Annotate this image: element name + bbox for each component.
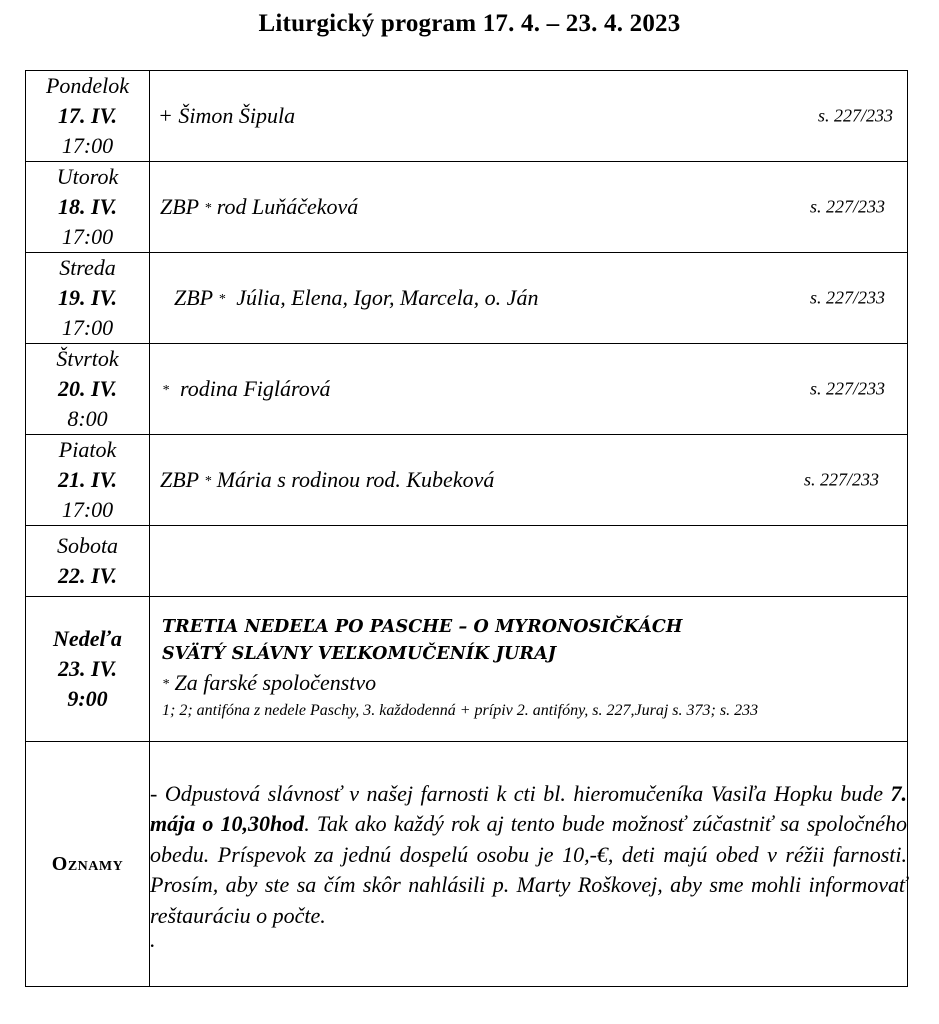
day-date: 17. IV. bbox=[58, 103, 117, 128]
day-time: 17:00 bbox=[61, 315, 114, 340]
day-name: Nedeľa bbox=[53, 626, 122, 651]
entry-cell bbox=[150, 435, 908, 526]
intention-prefix: ZBP bbox=[160, 194, 199, 219]
intention-prefix: ZBP bbox=[174, 285, 213, 310]
day-name: Štvrtok bbox=[56, 346, 119, 371]
page-ref: s. 227/233 bbox=[803, 469, 879, 490]
day-cell bbox=[26, 253, 150, 344]
day-date: 23. IV. bbox=[58, 656, 117, 681]
day-time: 17:00 bbox=[61, 497, 114, 522]
feast-title: TRETIA NEDEĽA PO PASCHE – O MYRONOSIČKÁCH bbox=[162, 617, 683, 637]
announcements-row bbox=[26, 742, 908, 987]
star-mark: * bbox=[218, 292, 226, 307]
intention-text: Júlia, Elena, Igor, Marcela, o. Ján bbox=[236, 285, 539, 310]
intention-prefix: ZBP bbox=[160, 467, 199, 492]
feast-subtitle: SVÄTÝ SLÁVNY VEĽKOMUČENÍK JURAJ bbox=[162, 644, 557, 664]
entry-cell-empty bbox=[150, 526, 908, 597]
readings-text: 1; 2; antifóna z nedele Paschy, 3. každodenná + prípiv 2. antifóny, s. 227,Juraj s. 373; s. 233 bbox=[162, 702, 759, 719]
page-ref: s. 227/233 bbox=[809, 287, 885, 308]
announcement-part: - Odpustová slávnosť v našej farnosti k cti bl. hieromučeníka Vasiľa Hopku bude bbox=[150, 780, 891, 806]
day-date: 18. IV. bbox=[58, 194, 117, 219]
day-row-sunday bbox=[26, 597, 908, 742]
intention-text: + Šimon Šipula bbox=[158, 103, 296, 128]
day-time: 8:00 bbox=[67, 406, 108, 431]
intention-line bbox=[162, 376, 331, 402]
page-ref: s. 227/233 bbox=[817, 105, 893, 126]
intention-line bbox=[174, 285, 538, 311]
intention-text: Za farské spoločenstvo bbox=[174, 670, 377, 695]
day-name: Streda bbox=[59, 255, 116, 280]
day-cell bbox=[26, 71, 150, 162]
day-time: 9:00 bbox=[67, 686, 108, 711]
day-name: Utorok bbox=[56, 164, 119, 189]
intention-line bbox=[160, 194, 358, 220]
day-row-tuesday bbox=[26, 162, 908, 253]
sunday-entry-cell bbox=[150, 597, 908, 742]
day-name: Sobota bbox=[56, 533, 119, 558]
day-row-monday bbox=[26, 71, 908, 162]
page-ref: s. 227/233 bbox=[809, 378, 885, 399]
day-row-friday bbox=[26, 435, 908, 526]
announcements-text bbox=[150, 742, 908, 987]
entry-cell bbox=[150, 162, 908, 253]
announcement-date: 7. mája o 10,30hod bbox=[150, 780, 907, 837]
star-mark: * bbox=[162, 383, 169, 398]
day-cell bbox=[26, 526, 150, 597]
page-ref: s. 227/233 bbox=[809, 196, 885, 217]
page-title: Liturgický program 17. 4. – 23. 4. 2023 bbox=[258, 10, 681, 37]
intention-text: Mária s rodinou rod. Kubeková bbox=[216, 467, 495, 492]
day-row-wednesday bbox=[26, 253, 908, 344]
day-time: 17:00 bbox=[61, 133, 114, 158]
intention-text: rodina Figlárová bbox=[180, 376, 331, 401]
day-date: 19. IV. bbox=[58, 285, 117, 310]
day-cell bbox=[26, 435, 150, 526]
day-name: Pondelok bbox=[45, 73, 130, 98]
announcement-part: . Tak ako každý rok aj tento bude možnosť zúčastniť sa spoločného obedu. Príspevok za jednú dospelú osobu je 10,-€, deti majú obed v réžii farnosti. Prosím, aby ste sa čím skôr nahlásili p. Marty Roškovej, aby sme mohli informovať reštauráciu o počte. bbox=[150, 811, 907, 928]
day-name: Piatok bbox=[58, 437, 117, 462]
intention-line bbox=[162, 668, 901, 700]
day-date: 22. IV. bbox=[58, 563, 117, 588]
entry-cell bbox=[150, 344, 908, 435]
star-mark: * bbox=[162, 677, 169, 692]
day-row-thursday bbox=[26, 344, 908, 435]
intention-line bbox=[160, 467, 494, 493]
entry-cell bbox=[150, 71, 908, 162]
trailing-dot: . bbox=[150, 927, 156, 953]
announcements-label: Oznamy bbox=[26, 742, 150, 987]
day-time: 17:00 bbox=[61, 224, 114, 249]
day-cell bbox=[26, 344, 150, 435]
day-date: 21. IV. bbox=[58, 467, 117, 492]
entry-cell bbox=[150, 253, 908, 344]
schedule-table bbox=[25, 70, 908, 987]
star-mark: * bbox=[204, 474, 212, 489]
intention-text: rod Luňáčeková bbox=[216, 194, 359, 219]
star-mark: * bbox=[204, 201, 212, 216]
day-row-saturday bbox=[26, 526, 908, 597]
day-cell bbox=[26, 162, 150, 253]
day-cell bbox=[26, 597, 150, 742]
day-date: 20. IV. bbox=[58, 376, 117, 401]
